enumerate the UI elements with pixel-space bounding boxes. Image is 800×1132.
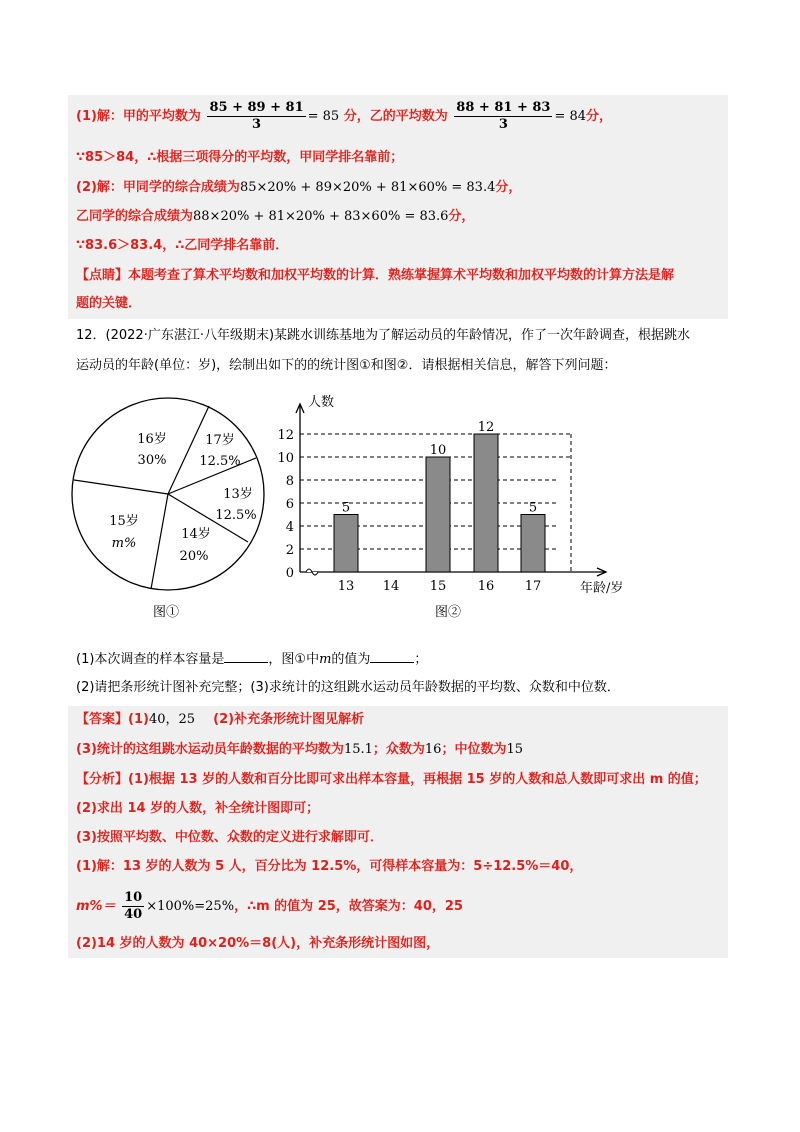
pie-pct-15: m% <box>111 536 137 551</box>
answer-line-1: 【答案】(1)40，25 (2)补充条形统计图见解析 <box>76 712 365 727</box>
y-tick-label: 4 <box>285 520 294 535</box>
solution-line-6: 【点睛】本题考查了算术平均数和加权平均数的计算．熟练掌握算术平均数和加权平均数的计算方法是解 <box>76 268 675 283</box>
y-axis-title: 人数 <box>308 395 335 410</box>
x-axis-title: 年龄/岁 <box>580 581 624 596</box>
bar <box>426 457 450 572</box>
pie-caption: 图① <box>152 605 180 620</box>
pie-pct-13: 12.5% <box>215 508 257 523</box>
bar <box>521 515 545 573</box>
pie-label-14: 14岁 <box>181 527 211 542</box>
solution-line-4: 乙同学的综合成绩为88×20% + 81×20% + 83×60% = 83.6分， <box>76 209 475 224</box>
pie-pct-17: 12.5% <box>199 454 241 469</box>
fraction-yi: $\frac{88 + 81 + 83}{3}$ <box>456 100 551 132</box>
bar-value-label: 12 <box>477 420 495 435</box>
bar-chart <box>276 386 646 626</box>
solution-line-3: (2)解：甲同学的综合成绩为85×20% + 89×20% + 81×60% = 83.4分， <box>76 180 522 195</box>
answer-line-3: 【分析】(1)根据 13 岁的人数和百分比即可求出样本容量，再根据 15 岁的人数和总人数即可求出 m 的值； <box>76 772 707 787</box>
answer-line-4: (2)求出 14 岁的人数，补全统计图即可； <box>76 801 320 816</box>
subquestion-1: (1)本次调查的样本容量是 ，图①中m的值为 ； <box>76 648 427 670</box>
bar-value-label: 5 <box>528 500 538 516</box>
question-line-2: 运动员的年龄(单位：岁)，绘制出如下的的统计图①和图②．请根据相关信息，解答下列问题： <box>76 358 617 373</box>
pie-label-16: 16岁 <box>137 432 167 447</box>
answer-blank-1 <box>224 648 268 663</box>
answer-line-2: (3)统计的这组跳水运动员年龄数据的平均数为15.1；众数为16；中位数为15 <box>76 742 524 757</box>
y-tick-label: 0 <box>285 566 294 581</box>
bar-chart-caption: 图② <box>434 605 462 620</box>
fraction-jia: $\frac{85 + 89 + 81}{3}$ <box>209 100 304 132</box>
solution-line-1: (1)解：甲的平均数为 $\frac{85 + 89 + 81}{3}$ = 85 分，乙的平均数为 $\frac{88 + 81 + 83}{3}$ = 84分， <box>76 100 613 132</box>
x-tick-label: 16 <box>477 579 495 594</box>
pie-label-13: 13岁 <box>223 487 253 502</box>
x-tick-label: 17 <box>524 579 542 594</box>
subquestion-2: (2)请把条形统计图补充完整；(3)求统计的这组跳水运动员年龄数据的平均数、众数和中位数． <box>76 680 620 695</box>
solution-line-5: ∵83.6＞83.4，∴乙同学排名靠前． <box>76 238 289 253</box>
bar <box>334 515 358 573</box>
answer-line-8: (2)14 岁的人数为 40×20%＝8(人)，补充条形统计图如图， <box>76 936 440 951</box>
x-tick-label: 15 <box>429 579 447 594</box>
x-tick-label: 13 <box>337 579 355 594</box>
bar-value-label: 5 <box>341 500 351 516</box>
pie-label-17: 17岁 <box>205 433 235 448</box>
bar <box>474 434 498 572</box>
y-tick-label: 10 <box>277 451 294 466</box>
answer-blank-2 <box>370 648 414 663</box>
axis-break <box>306 569 318 575</box>
pie-chart <box>64 388 284 626</box>
bar-value-label: 10 <box>429 443 447 458</box>
y-tick-label: 6 <box>285 497 294 512</box>
answer-line-5: (3)按照平均数、中位数、众数的定义进行求解即可． <box>76 830 383 845</box>
question-line-1: 12．(2022·广东湛江·八年级期末)某跳水训练基地为了解运动员的年龄情况，作了一次年龄调查，根据跳水 <box>76 328 691 343</box>
x-tick-label: 14 <box>382 579 400 594</box>
pie-pct-14: 20% <box>179 549 209 564</box>
pie-pct-16: 30% <box>137 453 167 468</box>
y-tick-label: 8 <box>285 474 294 489</box>
pie-label-15: 15岁 <box>109 514 139 529</box>
answer-line-7: m%＝ $\frac{10}{40}$ ×100%=25%，∴m 的值为 25，故答案为：40，25 <box>76 890 463 922</box>
solution-line-2: ∵85＞84，∴根据三项得分的平均数，甲同学排名靠前； <box>76 150 404 165</box>
y-tick-label: 2 <box>285 543 294 558</box>
y-tick-label: 12 <box>277 428 294 443</box>
answer-line-6: (1)解：13 岁的人数为 5 人，百分比为 12.5%，可得样本容量为：5÷12.5%＝40， <box>76 859 583 874</box>
fraction-m: $\frac{10}{40}$ <box>124 890 143 922</box>
solution-line-7: 题的关键． <box>76 296 142 311</box>
